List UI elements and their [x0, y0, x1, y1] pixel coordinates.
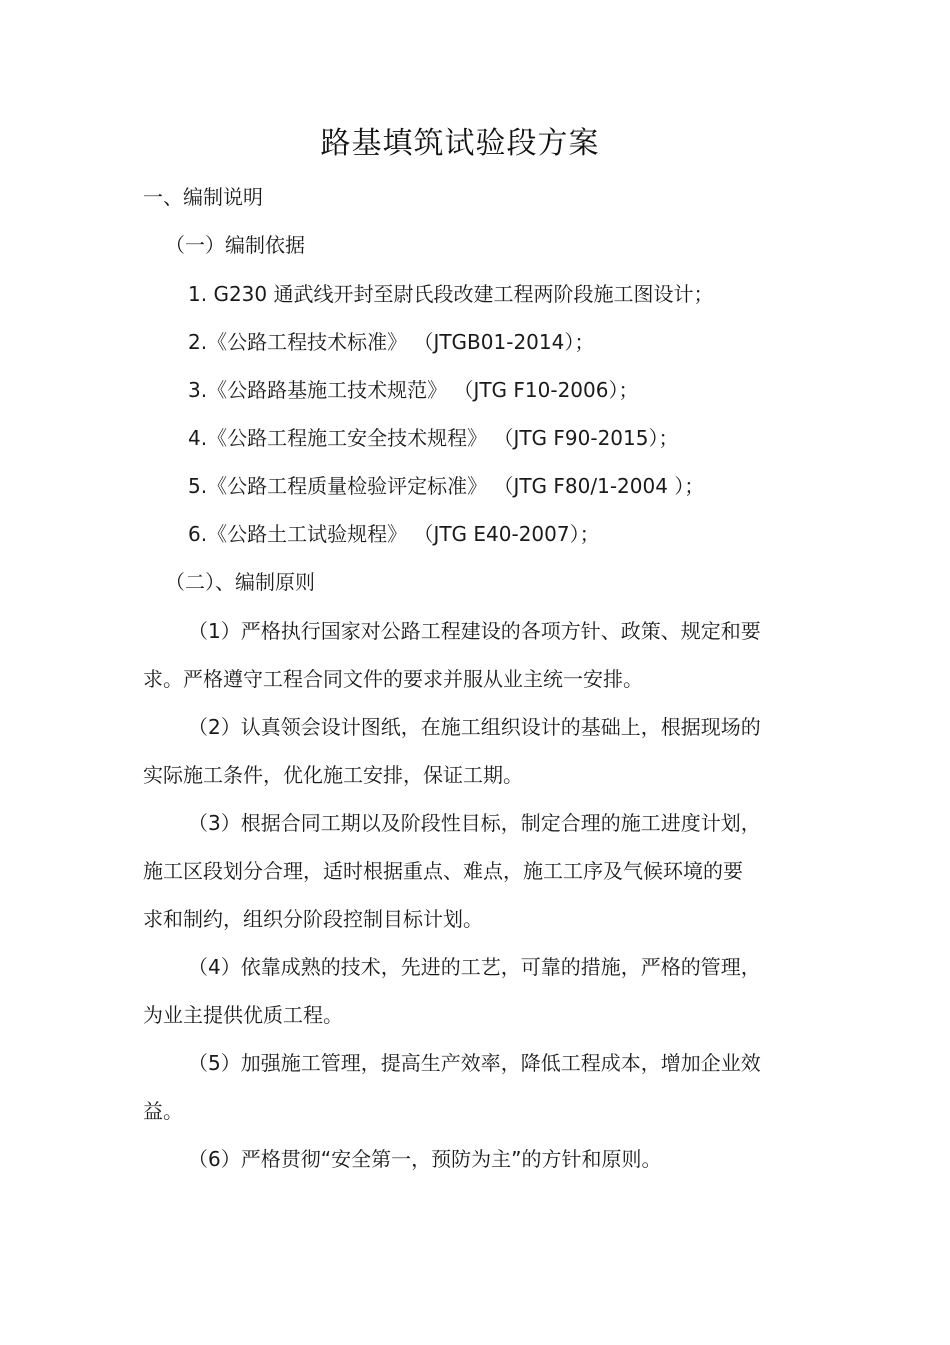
principle-paragraph-line: （4）依靠成熟的技术，先进的工艺，可靠的措施，严格的管理，: [188, 955, 761, 979]
principle-paragraph-line: （1）严格执行国家对公路工程建设的各项方针、政策、规定和要: [188, 619, 761, 643]
principle-paragraph-line: （5）加强施工管理，提高生产效率，降低工程成本，增加企业效: [188, 1051, 761, 1075]
reference-item: 6.《公路土工试验规程》 （JTG E40-2007）；: [188, 522, 600, 546]
reference-item: 4.《公路工程施工安全技术规程》 （JTG F90-2015）；: [188, 426, 679, 450]
reference-item: 2.《公路工程技术标准》 （JTGB01-2014）；: [188, 330, 595, 354]
reference-item: 1. G230 通武线开封至尉氏段改建工程两阶段施工图设计；: [188, 282, 714, 306]
section-heading-compilation-notes: 一、编制说明: [143, 185, 263, 209]
principle-paragraph-line: 求。严格遵守工程合同文件的要求并服从业主统一安排。: [143, 667, 643, 691]
principle-paragraph-line: 实际施工条件，优化施工安排，保证工期。: [143, 763, 523, 787]
principle-paragraph-line: 为业主提供优质工程。: [143, 1003, 343, 1027]
principle-paragraph-line: 求和制约，组织分阶段控制目标计划。: [143, 907, 483, 931]
document-title: 路基填筑试验段方案: [320, 126, 600, 161]
reference-item: 3.《公路路基施工技术规范》 （JTG F10-2006）；: [188, 378, 639, 402]
principle-paragraph-line: （6）严格贯彻“安全第一，预防为主”的方针和原则。: [188, 1147, 662, 1171]
principle-paragraph-line: （3）根据合同工期以及阶段性目标，制定合理的施工进度计划，: [188, 811, 761, 835]
subsection-heading-basis: （一）编制依据: [165, 233, 305, 257]
subsection-heading-principles: （二）、编制原则: [165, 570, 315, 594]
principle-paragraph-line: 益。: [143, 1099, 183, 1123]
principle-paragraph-line: （2）认真领会设计图纸，在施工组织设计的基础上，根据现场的: [188, 715, 761, 739]
reference-item: 5.《公路工程质量检验评定标准》 （JTG F80/1-2004 ）；: [188, 474, 705, 498]
principle-paragraph-line: 施工区段划分合理，适时根据重点、难点，施工工序及气候环境的要: [143, 859, 743, 883]
